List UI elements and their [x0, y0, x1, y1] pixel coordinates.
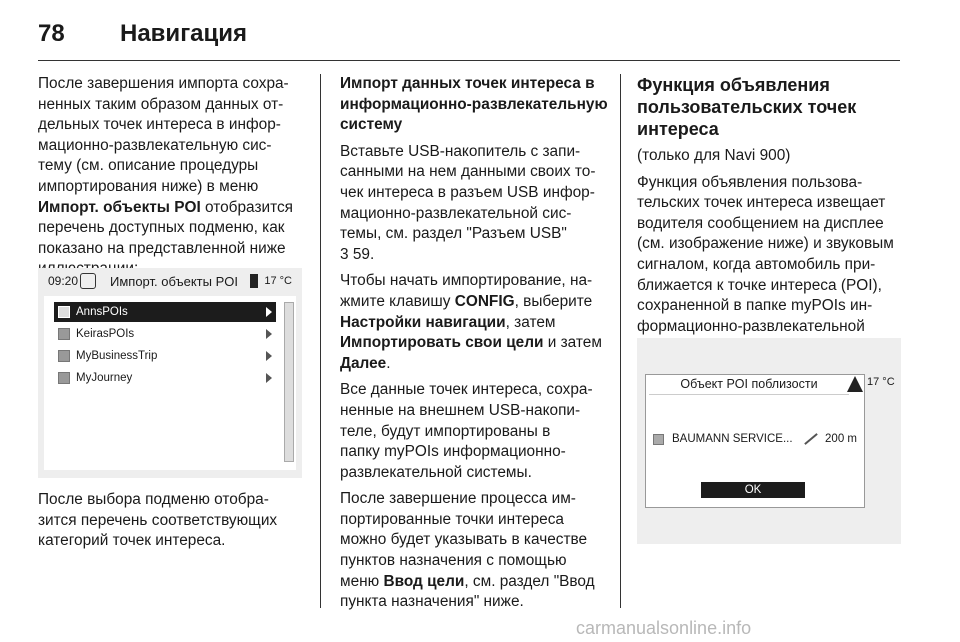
- text-line: развлекательной системы.: [340, 463, 532, 481]
- poi-name: BAUMANN SERVICE...: [672, 433, 793, 445]
- text-fragment: , см. раздел "Ввод: [464, 572, 595, 590]
- chevron-right-icon: [266, 351, 272, 361]
- column-divider-1: [320, 74, 321, 608]
- text-line: санными на нем данными своих то-: [340, 163, 596, 181]
- text-line: импортирования ниже) в меню: [38, 177, 259, 195]
- heading-line: интереса: [637, 119, 719, 139]
- warning-icon: [847, 376, 863, 392]
- text-line: пунктов назначения с помощью: [340, 552, 567, 570]
- text-line: После выбора подменю отобра-: [38, 491, 269, 508]
- col2-paragraph-4: [340, 489, 608, 613]
- phone-icon: [250, 274, 258, 288]
- list-item[interactable]: [54, 302, 276, 322]
- heading-line: информационно-развлекательную: [340, 95, 608, 113]
- text-line: темы, см. раздел "Разъем USB": [340, 225, 567, 243]
- heading-line: пользовательских точек: [637, 97, 857, 117]
- text-line: тему (см. описание процедуры: [38, 157, 259, 175]
- temperature: 17 °C: [867, 376, 895, 388]
- page-number: 78: [38, 20, 65, 47]
- text-line: Чтобы начать импортирование, на-: [340, 272, 593, 290]
- col1-paragraph-2: [38, 490, 306, 552]
- screen-list-frame: [44, 296, 296, 470]
- folder-icon: [58, 350, 70, 362]
- col2-paragraph-3: [340, 380, 608, 483]
- section-heading: [340, 74, 608, 136]
- heading-line: Импорт данных точек интереса в: [340, 75, 595, 92]
- text-line: Функция объявления пользова-: [637, 173, 863, 191]
- heading-line: систему: [340, 116, 403, 134]
- column-1: [38, 74, 306, 286]
- key-name: CONFIG: [454, 292, 515, 310]
- poi-row: [653, 430, 863, 448]
- text-line: мационно-развлекательной сис-: [340, 204, 572, 222]
- text-line: чек интереса в разъем USB инфор-: [340, 183, 595, 201]
- heading-line: Функция объявления: [637, 75, 830, 95]
- text-fragment: и затем: [543, 334, 602, 352]
- text-line: портированные точки интереса: [340, 510, 564, 528]
- column-2: [340, 74, 608, 619]
- text-line: папку myPOIs информационно-: [340, 443, 566, 461]
- watermark: carmanualsonline.info: [576, 618, 752, 638]
- text-line: ненные на внешнем USB-накопи-: [340, 401, 581, 419]
- menu-name: Импорт. объекты POI: [38, 198, 201, 216]
- popup-title: Объект POI поблизости: [649, 374, 849, 395]
- text-line: Вставьте USB-накопитель с запи-: [340, 142, 581, 160]
- column-3: [637, 74, 905, 364]
- text-line: После завершение процесса им-: [340, 490, 576, 508]
- list-item-label: MyJourney: [76, 372, 133, 384]
- col1-paragraph-1: [38, 74, 306, 280]
- text-line: можно будет указывать в качестве: [340, 531, 588, 549]
- col2-paragraph-1: [340, 142, 608, 266]
- screen-title: Импорт. объекты POI: [110, 273, 238, 289]
- text-fragment: .: [386, 354, 391, 372]
- text-line: После завершения импорта сохра-: [38, 75, 289, 92]
- list-item[interactable]: [54, 324, 276, 344]
- clock-time: 09:20: [48, 274, 79, 288]
- text-line: ближается к точке интереса (POI),: [637, 276, 882, 294]
- list-item-label: KeirasPOIs: [76, 328, 135, 340]
- menu-name: Настройки навигации: [340, 313, 506, 331]
- column-divider-2: [620, 74, 621, 608]
- text-line: формационно-развлекательной: [637, 317, 865, 335]
- availability-note: (только для Navi 900): [637, 147, 791, 164]
- text-line: (см. изображение ниже) и звуковым: [637, 235, 894, 253]
- text-line: Все данные точек интереса, сохра-: [340, 381, 593, 399]
- list-item[interactable]: [54, 346, 276, 366]
- text-fragment: меню: [340, 572, 384, 590]
- text-line: водителя сообщением на дисплее: [637, 214, 884, 232]
- page-title: Навигация: [120, 20, 248, 47]
- text-line: зится перечень соответствующих: [38, 511, 278, 529]
- page-header: [38, 14, 247, 54]
- list-item[interactable]: [54, 368, 276, 388]
- text-fragment: жмите клавишу: [340, 292, 455, 310]
- text-line: дельных точек интереса в инфор-: [38, 116, 281, 134]
- menu-name: Импортировать свои цели: [340, 334, 544, 352]
- menu-name: Ввод цели: [383, 572, 465, 590]
- chevron-right-icon: [266, 373, 272, 383]
- text-line: перечень доступных подменю, как: [38, 219, 285, 237]
- text-line: пункта назначения" ниже.: [340, 593, 524, 611]
- list-item-label: AnnsPOIs: [76, 306, 128, 318]
- text-line: тельских точек интереса извещает: [637, 194, 886, 212]
- section-heading: [637, 74, 905, 140]
- text-fragment: , выберите: [514, 292, 593, 310]
- folder-icon: [58, 372, 70, 384]
- menu-name: Далее: [340, 354, 387, 372]
- col3-paragraph-1: [637, 173, 905, 358]
- text-line: показано на представленной ниже: [38, 239, 286, 257]
- text-line: теле, будут импортированы в: [340, 422, 551, 440]
- col2-paragraph-2: [340, 271, 608, 374]
- text-fragment: , затем: [505, 313, 556, 331]
- chevron-right-icon: [266, 307, 272, 317]
- header-rule: [38, 60, 900, 61]
- screen-status-bar: [44, 268, 296, 294]
- back-icon: [80, 273, 96, 289]
- direction-arrow-icon: [804, 433, 818, 445]
- column-1-bottom: [38, 490, 306, 558]
- poi-nearby-screen: [637, 338, 901, 544]
- scrollbar[interactable]: [284, 302, 294, 462]
- text-line: сохраненной в папке myPOIs ин-: [637, 297, 873, 315]
- poi-distance: 200 m: [825, 433, 857, 445]
- page-reference: 3 59.: [340, 245, 375, 263]
- folder-icon: [58, 328, 70, 340]
- text-line: сигналом, когда автомобиль при-: [637, 255, 876, 273]
- text-line: категорий точек интереса.: [38, 532, 226, 550]
- text-line: мационно-развлекательную сис-: [38, 136, 272, 154]
- import-poi-screen: [38, 268, 302, 478]
- chevron-right-icon: [266, 329, 272, 339]
- text-fragment: отобразится: [200, 198, 294, 216]
- poi-icon: [653, 434, 664, 445]
- folder-icon: [58, 306, 70, 318]
- ok-button[interactable]: OK: [701, 482, 805, 498]
- temperature: 17 °C: [264, 275, 292, 287]
- text-line: ненных таким образом данных от-: [38, 95, 284, 113]
- list-item-label: MyBusinessTrip: [76, 350, 158, 362]
